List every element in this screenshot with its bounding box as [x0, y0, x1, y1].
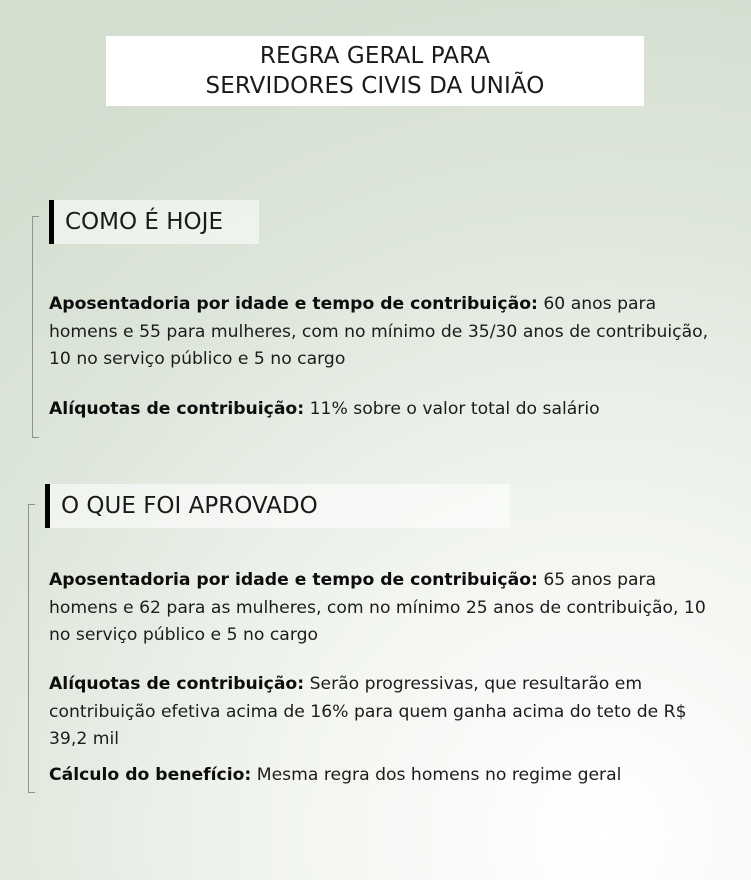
- approved-contribution-text: Serão progressivas, que resultarão em contribuição efetiva acima de 16% para quem ganha acima do teto de R$ 39,2 mil: [49, 674, 687, 749]
- approved-contribution-label: Alíquotas de contribuição:: [49, 674, 305, 694]
- title-box: [106, 36, 644, 106]
- approved-benefit-label: Cálculo do benefício:: [49, 765, 252, 785]
- approved-retirement-rule: [49, 567, 709, 650]
- section-bracket-approved: [28, 504, 35, 793]
- approved-benefit-text: Mesma regra dos homens no regime geral: [251, 765, 622, 785]
- current-retirement-text: 60 anos para homens e 55 para mulheres, com no mínimo de 35/30 anos de contribuição, 10 no serviço público e 5 no cargo: [49, 294, 709, 369]
- section-bracket-current: [32, 216, 39, 438]
- approved-benefit-calculation: [49, 762, 709, 790]
- section-heading-approved-label: O QUE FOI APROVADO: [61, 493, 318, 519]
- title-line-1: REGRA GERAL PARA: [259, 43, 491, 69]
- approved-retirement-label: Aposentadoria por idade e tempo de contribuição:: [49, 570, 538, 590]
- section-heading-current: [49, 200, 259, 244]
- current-contribution-label: Alíquotas de contribuição:: [49, 399, 305, 419]
- approved-retirement-text: 65 anos para homens e 62 para as mulheres, com no mínimo 25 anos de contribuição, 10 no serviço público e 5 no cargo: [49, 570, 706, 645]
- section-heading-current-label: COMO É HOJE: [65, 209, 223, 235]
- current-contribution-text: 11% sobre o valor total do salário: [304, 399, 600, 419]
- current-contribution-rate: [49, 396, 709, 424]
- current-retirement-rule: [49, 291, 709, 374]
- approved-contribution-rate: [49, 671, 709, 754]
- title-line-2: SERVIDORES CIVIS DA UNIÃO: [205, 73, 545, 99]
- section-heading-approved: [45, 484, 510, 528]
- current-retirement-label: Aposentadoria por idade e tempo de contribuição:: [49, 294, 538, 314]
